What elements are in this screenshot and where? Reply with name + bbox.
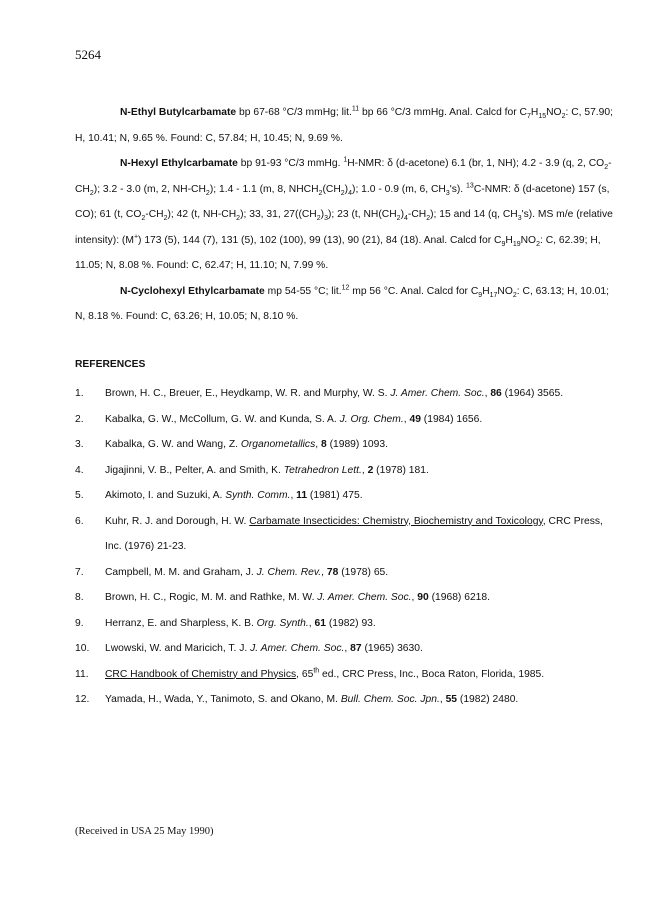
- reference-item: 4. Jigajinni, V. B., Pelter, A. and Smith, K. Tetrahedron Lett., 2 (1978) 181.: [75, 464, 429, 476]
- reference-list: [75, 381, 615, 713]
- reference-item: 11. CRC Handbook of Chemistry and Physics, 65th ed., CRC Press, Inc., Boca Raton, Florida, 1985.: [75, 667, 545, 680]
- reference-item: 7. Campbell, M. M. and Graham, J. J. Chem. Rev., 78 (1978) 65.: [75, 566, 389, 578]
- compound-name: N-Ethyl Butylcarbamate: [120, 107, 237, 118]
- page-number: 5264: [75, 47, 101, 62]
- compound-paragraph: N-Hexyl Ethylcarbamate bp 91-93 °C/3 mmHg. $^1$H-NMR: δ (d-acetone) 6.1 (br, 1, NH); 4.2 - 3.9 (q, 2, $CO_2-CH_2$); 3.2 - 3.0 (m, 2, $NH-CH_2$); 1.4 - 1.1 (m, 8, $NHCH_2(CH_2)_4$); 1.0 - 0.9 (m, 6, $CH_3's$). $^{13}$C-NMR: δ (d-acetone) 157 (s, CO); 61 (t, $CO_2-CH_2$); 42 (t, $NH-CH_2$); 33, 31, $27((CH_2)_3)$; 23 (t, $NH(CH_2)_4-CH_2$); 15 and 14 (q, $CH_3's$). MS m/e (relative intensity): (M+) 173 (5), 144 (7), 131 (5), 102 (100), 99 (13), 90 (21), 84 (18). Anal. Calcd for $C_9H_{19}NO_2$: C, 62.39; H, 11.05; N, 8.08 %. Found: C, 62.47; H, 11.10; N, 7.99 %.: [75, 156, 613, 271]
- reference-item: 1. Brown, H. C., Breuer, E., Heydkamp, W. R. and Murphy, W. S. J. Amer. Chem. Soc., 86 (1964) 3565.: [75, 388, 564, 399]
- reference-item: 9. Herranz, E. and Sharpless, K. B. Org. Synth., 61 (1982) 93.: [75, 617, 376, 629]
- compound-paragraph: N-Cyclohexyl Ethylcarbamate mp 54-55 °C; lit.$^{12}$ mp 56 °C. Anal. Calcd for $C_9H_{17}NO_2$: C, 63.13; H, 10.01; N, 8.18 %. Found: C, 63.26; H, 10.05; N, 8.10 %.: [75, 284, 609, 322]
- reference-item: 5. Akimoto, I. and Suzuki, A. Synth. Comm., 11 (1981) 475.: [75, 490, 363, 501]
- references-heading: REFERENCES: [75, 358, 146, 370]
- compound-name: N-Hexyl Ethylcarbamate: [120, 158, 238, 169]
- reference-item: 3. Kabalka, G. W. and Wang, Z. Organometallics, 8 (1989) 1093.: [75, 439, 388, 450]
- compound-name: N-Cyclohexyl Ethylcarbamate: [120, 285, 265, 297]
- reference-item: 10. Lwowski, W. and Maricich, T. J. J. Amer. Chem. Soc., 87 (1965) 3630.: [75, 643, 423, 654]
- compound-paragraph: N-Ethyl Butylcarbamate bp 67-68 °C/3 mmHg; lit.$^{11}$ bp 66 °C/3 mmHg. Anal. Calcd for $C_7H_{15}NO_2$: C, 57.90; H, 10.41; N, 9.65 %. Found: C, 57.84; H, 10.45; N, 9.69 %.: [75, 105, 613, 144]
- reference-item: 2. Kabalka, G. W., McCollum, G. W. and Kunda, S. A. J. Org. Chem., 49 (1984) 1656.: [75, 413, 483, 425]
- reference-item: 6. Kuhr, R. J. and Dorough, H. W. Carbamate Insecticides: Chemistry, Biochemistry and Toxicology, CRC Press, Inc. (1976) 21-23.: [75, 515, 603, 552]
- reference-item: 8. Brown, H. C., Rogic, M. M. and Rathke, M. W. J. Amer. Chem. Soc., 90 (1968) 6218.: [75, 592, 490, 603]
- reference-item: 12. Yamada, H., Wada, Y., Tanimoto, S. and Okano, M. Bull. Chem. Soc. Jpn., 55 (1982) 2480.: [75, 694, 519, 705]
- received-date: (Received in USA 25 May 1990): [75, 826, 214, 837]
- page-body: [75, 100, 615, 713]
